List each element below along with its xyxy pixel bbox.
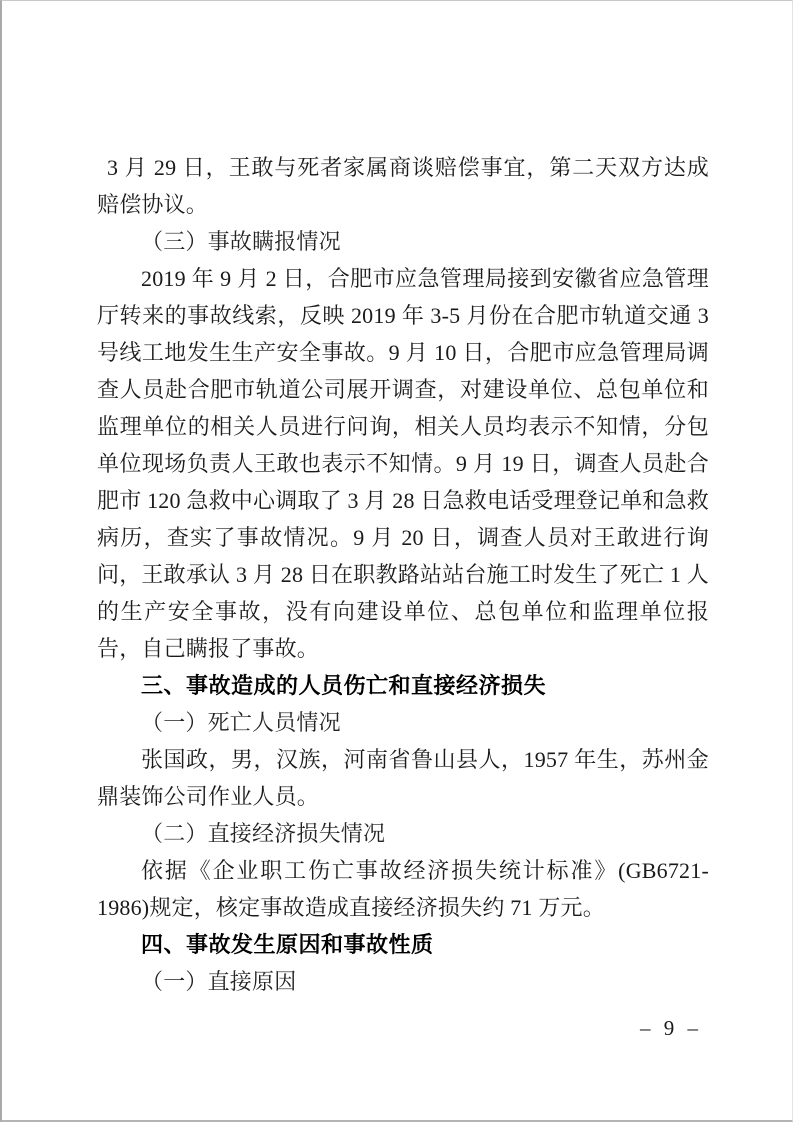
body-paragraph: 依据《企业职工伤亡事故经济损失统计标准》(GB6721-1986)规定，核定事故造成直接经济损失约 71 万元。 [97,858,709,920]
body-paragraph: 2019 年 9 月 2 日，合肥市应急管理局接到安徽省应急管理厅转来的事故线索，反映 2019 年 3-5 月份在合肥市轨道交通 3 号线工地发生生产安全事故。9 月 10 日，合肥市应急管理局调查人员赴合肥市轨道公司展开调查，对建设单位、总包单位和监理单位的相关人员进行问询，相关人员均表示不知情，分包单位现场负责人王敢也表示不知情。9 月 19 日，调查人员赴合肥市 120 急救中心调取了 3 月 28 日急救电话受理登记单和急救病历，查实了事故情况。9 月 20 日，调查人员对王敢进行询问，王敢承认 3 月 28 日在职教路站站台施工时发生了死亡 1 人的生产安全事故，没有向建设单位、总包单位和监理单位报告，自己瞒报了事故。 [97,266,710,661]
sub-heading: （三）事故瞒报情况 [141,229,341,254]
section-heading: 三、事故造成的人员伤亡和直接经济损失 [141,673,547,698]
body-paragraph: 张国政，男，汉族，河南省鲁山县人，1957 年生，苏州金鼎装饰公司作业人员。 [97,747,709,809]
section-heading: 四、事故发生原因和事故性质 [141,932,434,957]
sub-heading: （一）死亡人员情况 [141,710,341,735]
sub-heading: （二）直接经济损失情况 [141,821,386,846]
body-paragraph: 3 月 29 日，王敢与死者家属商谈赔偿事宜，第二天双方达成赔偿协议。 [97,155,709,217]
sub-heading: （一）直接原因 [141,969,297,994]
document-body [97,149,709,1000]
page-number: – 9 – [640,1016,702,1040]
